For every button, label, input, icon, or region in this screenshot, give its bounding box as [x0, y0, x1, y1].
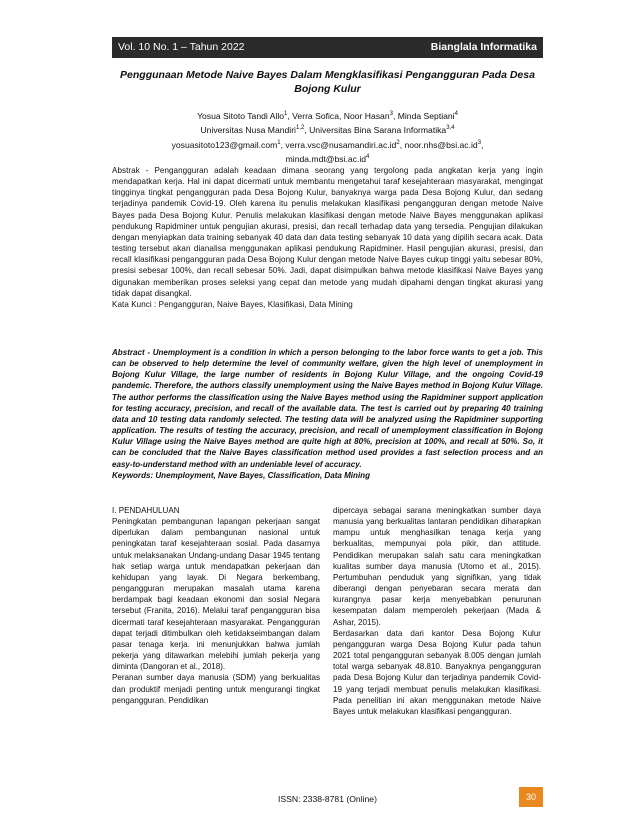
- body-paragraph: Berdasarkan data dari kantor Desa Bojong Kulur pengangguran warga Desa Bojong Kulur pada tahun 2021 total pengangguran sebanyak 8.005 dengan jumlah total warga sebanyak 48.810. Banyaknya pengangguran pada Desa Bojong Kulur dan terjadinya pandemik Covid-19 yang terjadi membuat penulis melakukan klasifikasi. Pada penelitian ini akan menggunakan metode Naive Bayes untuk melakukan klasifikasi pengangguran.: [333, 628, 541, 716]
- body-column-right: [333, 505, 541, 717]
- abstract-english-text: Abstract - Unemployment is a condition in which a person belonging to the labor force wants to get a job. This can be observed to help determine the level of community welfare, given the high level of unemployment in Bojong Kulur Village, the large number of residents in Bojong Kulur Village, and the ongoing Covid-19 pandemic. Therefore, the authors classify unemployment using the Naive Bayes method in Bojong Kulur Village. The author performs the classification using the Naive Bayes method using the Rapidminer support application for testing accuracy, precision, and recall of the available data. The test is carried out by preparing 40 training data and 10 testing data randomly selected. The testing data will be analyzed using the Rapidminer supporting application. The results of testing the accuracy, precision, and recall of unemployment classification in Bojong Kulur Village using the Naive Bayes method are quite high at 80%, precision at 100%, and recall at 50%. So, it can be concluded that the Naive Bayes classification method used provides a fast selection process and an easy-to-understand method with an undeniable level of accuracy.: [112, 348, 543, 469]
- section-heading: I. PENDAHULUAN: [112, 506, 180, 515]
- body-paragraph: Peranan sumber daya manusia (SDM) yang berkualitas dan produktif menjadi penting untuk mengurangi tingkat pengangguran. Pendidikan: [112, 673, 320, 705]
- journal-header-bar: [112, 37, 543, 58]
- volume-label: Vol. 10 No. 1 – Tahun 2022: [118, 41, 245, 53]
- abstract-indonesian: [112, 165, 543, 310]
- page-number: 30: [519, 787, 543, 807]
- paper-title: Penggunaan Metode Naive Bayes Dalam Mengklasifikasi Pengangguran Pada Desa Bojong Kulur: [120, 69, 535, 95]
- body-paragraph: Peningkatan pembangunan lapangan pekerjaan sangat diperlukan dalam pembangunan nasional untuk peningkatan taraf kesejahteraan sosial. Pada dasarnya untuk melaksanakan Undang-undang Dasar 1945 tentang hak setiap warga untuk mendapatkan pekerjaan dan kehidupan yang layak. Di Negara berkembang, pengangguran merupakan masalah utama karena berdampak bagi keadaan ekonomi dan sosial Negara tersebut (Franita, 2016). Melalui taraf pengangguran bisa dicermati taraf kesejahteraan masyarakat. Pengangguran dapat terjadi ditimbulkan oleh ketidakseimbangan dalam pasar tenaga kerja. ini menunjukkan bahwa jumlah pekerja yang ditawarkan melebihi jumlah pekerja yang diminta (Dangoran et al., 2018).: [112, 517, 320, 672]
- keywords-english: Keywords: Unemployment, Nave Bayes, Classification, Data Mining: [112, 470, 371, 480]
- author-block: [112, 108, 543, 165]
- abstract-english: [112, 347, 543, 481]
- author-affiliation: Universitas Nusa Mandiri$^{1,2}$, Universitas Bina Sarana Informatika$^{3,4}$: [200, 125, 455, 136]
- abstract-indonesian-text: Abstrak - Pengangguran adalah keadaan dimana seorang yang tergolong pada angkatan kerja yang ingin mendapatkan kerja. Hal ini dapat dicermati untuk membantu mengetahui taraf kesejahteraan masyarakat, mengingat tingginya tingkat pengangguran pada Desa Bojong Kulur, banyaknya warga pada Desa Bojong Kulur, dan sedang terjadinya pandemik Covid-19. Oleh karena itu penulis melakukan klasifikasi pengangguran dengan metode Naive Bayes pada Desa Bojong Kulur. Penulis melakukan klasifikasi dengan metode Naive Bayes menggunakan aplikasi pendukung Rapidminer untuk pengujian akurasi, presisi, dan recall terhadap data yang tersedia. Pengujian dilakukan dengan menyiapkan data training sebanyak 40 data dan data testing sebanyak 10 data yang dipilih secara acak. Data testing tersebut akan dianalisa menggunakan aplikasi pendukung Rapidminer. Hasil pengujian akurasi, presisi, dan recall klasifikasi pengangguran pada Desa Bojong Kulur dengan metode Naive Bayes cukup tinggi yaitu sebesar 80%, presisi sebesar 100%, dan recall sebesar 50%. Jadi, dapat disimpulkan bahwa metode klasifikasi Naive Bayes yang digunakan memberikan proses seleksi yang cepat dan metode yang mudah dipahami dengan tingkat akurasi yang tidak dapat disangkal.: [112, 166, 543, 298]
- body-paragraph: dipercaya sebagai sarana meningkatkan sumber daya manusia yang berkualitas lantaran pendidikan diharapkan mampu untuk menghasilkan tenaga kerja yang berkualitas, mempunyai pola pikir, dan attitude. Pendidikan merupakan salah satu cara meningkatkan kualitas sumber daya manusia (Utomo et al., 2015). Pertumbuhan penduduk yang signifikan, yang tidak diberangi dengan penyebaran secara merata dan kurangnya pasar kerja menyebabkan penurunan kesempatan dalam memperoleh pekerjaan (Mada & Ashar, 2015).: [333, 506, 541, 627]
- body-column-left: [112, 505, 320, 706]
- author-emails-line2: $minda.mdt@bsi.ac.id^4$: [285, 153, 370, 164]
- footer-issn: ISSN: 2338-8781 (Online): [278, 794, 377, 804]
- journal-name: Bianglala Informatika: [430, 41, 537, 53]
- author-names: Yosua Sitoto Tandi Allo$^1$, Verra Sofica, Noor Hasan$^3$, Minda Septiani$^4$: [197, 110, 458, 121]
- keywords-indonesian: Kata Kunci : Pengangguran, Naive Bayes, Klasifikasi, Data Mining: [112, 299, 353, 309]
- author-emails: yosuasitoto123@gmail.com$^1$, $verra.vsc@nusamandiri.ac.id^2$, $noor.nhs@bsi.ac.id^3$,: [171, 139, 484, 150]
